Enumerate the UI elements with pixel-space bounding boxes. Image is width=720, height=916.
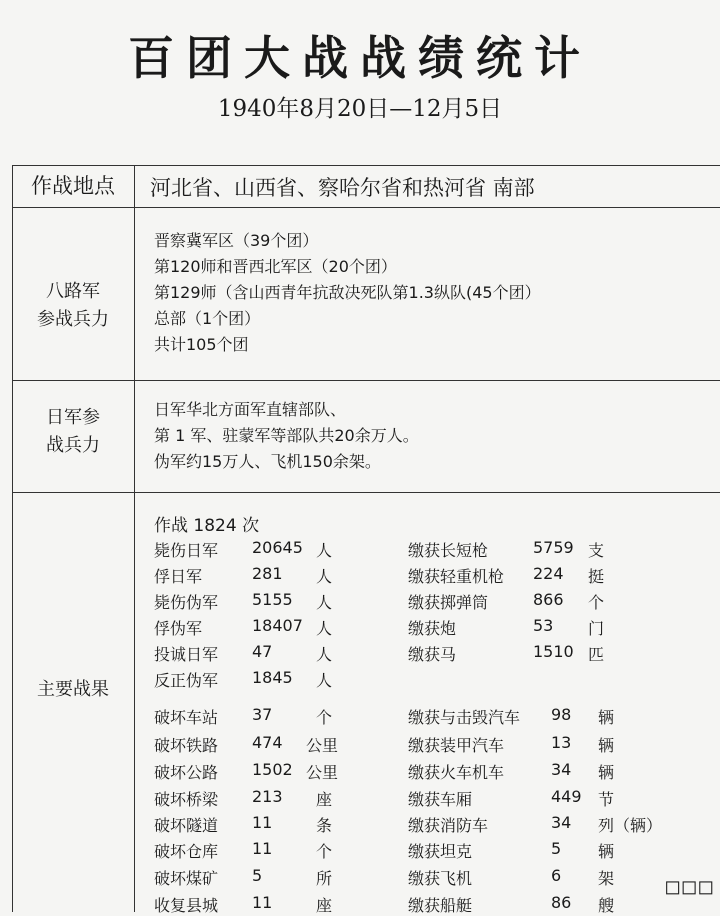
result-item: 缴获飞机: [408, 869, 473, 888]
result-item: 缴获车厢: [408, 790, 473, 809]
result-item: 收复县城: [154, 896, 219, 915]
result-item: 破坏公路: [154, 763, 219, 782]
result-unit: 人: [316, 619, 333, 638]
result-item: 破坏仓库: [154, 842, 219, 861]
battle-count: 作战 1824 次: [154, 516, 260, 536]
force-line: 总部（1个团）: [154, 309, 261, 328]
eighth-route-label: 八路军 参战兵力: [37, 281, 109, 330]
result-unit: 人: [316, 645, 333, 664]
result-number: 5759: [533, 538, 574, 557]
result-unit: 艘: [598, 896, 615, 915]
result-number: 34: [551, 760, 572, 779]
result-unit: 辆: [598, 763, 615, 782]
results-label: 主要战果: [37, 679, 109, 700]
result-unit: 辆: [598, 842, 615, 861]
result-unit: 个: [316, 842, 333, 861]
location-value: 河北省、山西省、察哈尔省和热河省 南部: [150, 176, 535, 200]
result-item: 反正伪军: [154, 671, 219, 690]
result-number: 1845: [252, 668, 293, 687]
result-unit: 节: [598, 790, 615, 809]
result-unit: 公里: [306, 736, 339, 755]
force-line: 晋察冀军区（39个团）: [154, 231, 319, 250]
result-unit: 辆: [598, 708, 615, 727]
force-line: 第 1 军、驻蒙军等部队共20余万人。: [154, 426, 419, 445]
result-item: 缴获船艇: [408, 896, 473, 915]
table-divider-1: [12, 207, 720, 208]
result-number: 213: [252, 787, 283, 806]
result-number: 47: [252, 642, 273, 661]
result-number: 1502: [252, 760, 293, 779]
result-unit: 条: [316, 816, 333, 835]
result-number: 866: [533, 590, 564, 609]
table-divider-3: [12, 492, 720, 493]
result-number: 6: [551, 866, 562, 885]
result-item: 缴获火车机车: [408, 763, 505, 782]
result-unit: 门: [588, 619, 605, 638]
result-unit: 座: [316, 896, 333, 915]
page-title: 百团大战战绩统计: [128, 31, 592, 85]
result-item: 破坏煤矿: [154, 869, 219, 888]
result-number: 13: [551, 733, 572, 752]
result-item: 缴获与击毁汽车: [408, 708, 521, 727]
result-item: 缴获马: [408, 645, 457, 664]
result-item: 缴获轻重机枪: [408, 567, 505, 586]
result-number: 1510: [533, 642, 574, 661]
result-item: 缴获长短枪: [408, 541, 489, 560]
result-item: 缴获装甲汽车: [408, 736, 505, 755]
result-number: 37: [252, 705, 273, 724]
result-number: 5155: [252, 590, 293, 609]
force-line: 第120师和晋西北军区（20个团）: [154, 257, 397, 276]
result-item: 投诚日军: [154, 645, 219, 664]
result-item: 俘伪军: [154, 619, 203, 638]
result-item: 缴获坦克: [408, 842, 473, 861]
result-number: 474: [252, 733, 283, 752]
result-number: 224: [533, 564, 564, 583]
result-number: 449: [551, 787, 582, 806]
result-number: 86: [551, 893, 572, 912]
table-border-top: [12, 165, 720, 166]
result-unit: 个: [316, 708, 333, 727]
result-number: 281: [252, 564, 283, 583]
result-unit: 公里: [306, 763, 339, 782]
force-line: 伪军约15万人、飞机150余架。: [154, 452, 381, 471]
force-line: 日军华北方面军直辖部队、: [154, 400, 347, 419]
result-unit: 人: [316, 541, 333, 560]
japanese-forces-label: 日军参 战兵力: [46, 407, 100, 456]
result-unit: 人: [316, 593, 333, 612]
result-unit: 支: [588, 541, 605, 560]
result-unit: 辆: [598, 736, 615, 755]
result-item: 俘日军: [154, 567, 203, 586]
force-line: 共计105个团: [154, 335, 249, 354]
result-unit: 个: [588, 593, 605, 612]
overlay-badge: ◻◻◻: [664, 874, 714, 898]
result-number: 5: [551, 839, 562, 858]
date-range: 1940年8月20日—12月5日: [217, 96, 503, 122]
result-number: 11: [252, 813, 273, 832]
result-item: 缴获掷弹筒: [408, 593, 489, 612]
result-unit: 架: [598, 869, 615, 888]
result-unit: 座: [316, 790, 333, 809]
result-unit: 所: [316, 869, 333, 888]
result-number: 11: [252, 893, 273, 912]
result-number: 34: [551, 813, 572, 832]
result-number: 20645: [252, 538, 303, 557]
result-number: 53: [533, 616, 554, 635]
result-unit: 列（辆）: [598, 816, 663, 835]
table-column-divider: [134, 165, 135, 912]
result-item: 缴获炮: [408, 619, 457, 638]
result-item: 破坏桥梁: [154, 790, 219, 809]
location-label: 作战地点: [31, 174, 115, 198]
japanese-forces: [154, 397, 419, 475]
eighth-route-forces: [154, 228, 541, 358]
result-number: 5: [252, 866, 263, 885]
result-number: 11: [252, 839, 273, 858]
result-item: 缴获消防车: [408, 816, 489, 835]
result-item: 毙伤伪军: [154, 593, 219, 612]
result-unit: 挺: [588, 567, 605, 586]
result-number: 18407: [252, 616, 303, 635]
result-item: 破坏隧道: [154, 816, 219, 835]
result-item: 毙伤日军: [154, 541, 219, 560]
result-number: 98: [551, 705, 572, 724]
force-line: 第129师（含山西青年抗敌决死队第1.3纵队(45个团）: [154, 283, 541, 302]
result-unit: 人: [316, 671, 333, 690]
table-divider-2: [12, 380, 720, 381]
result-unit: 匹: [588, 645, 605, 664]
result-item: 破坏铁路: [154, 736, 219, 755]
result-unit: 人: [316, 567, 333, 586]
result-item: 破坏车站: [154, 708, 219, 727]
